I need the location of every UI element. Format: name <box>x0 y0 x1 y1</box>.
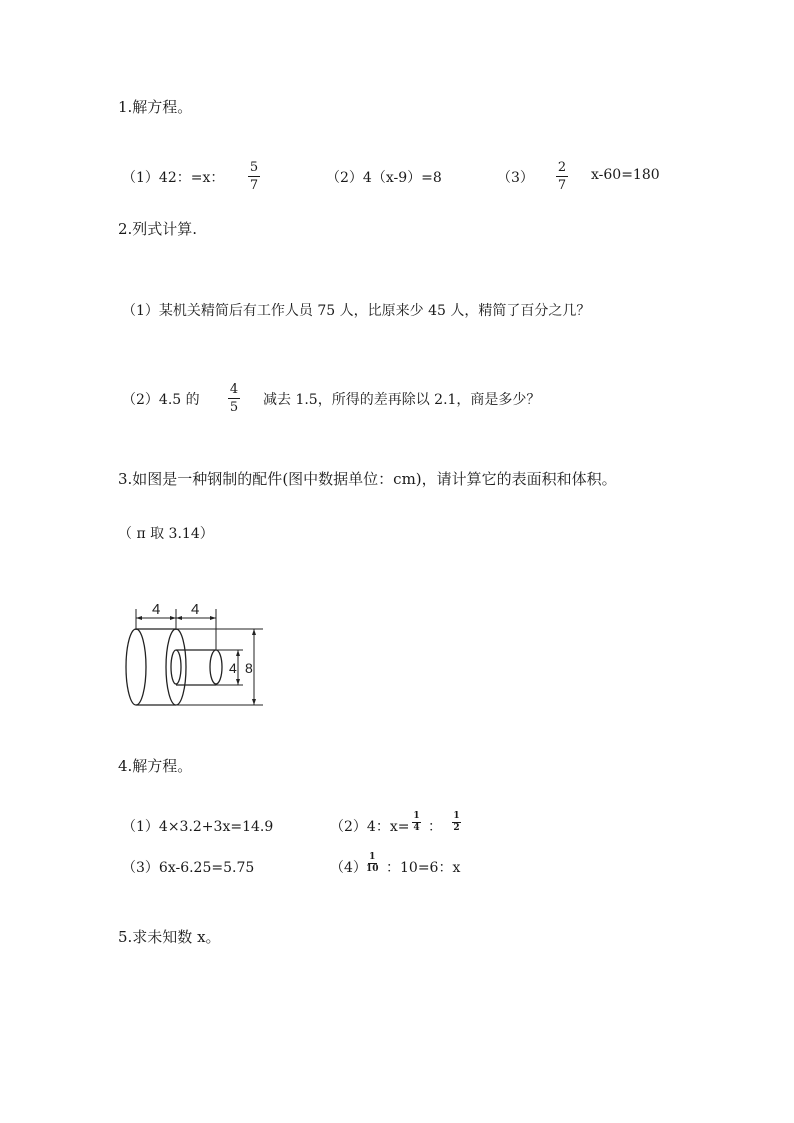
q4-part2-separator: ： <box>428 819 442 835</box>
fraction-denominator: 7 <box>557 178 567 193</box>
steel-part-figure <box>118 597 268 712</box>
q4-part2-fraction-2 <box>452 812 461 833</box>
arrow-icon <box>236 679 240 685</box>
fraction-numerator: 1 <box>413 811 420 821</box>
q3-heading: 3.如图是一种钢制的配件(图中数据单位：cm)，请计算它的表面积和体积。 <box>118 470 617 488</box>
fraction-numerator: 1 <box>453 811 460 821</box>
arrow-icon <box>252 699 256 705</box>
fraction-numerator: 4 <box>229 382 239 397</box>
fraction-numerator: 1 <box>369 852 376 862</box>
fraction-numerator: 5 <box>249 160 259 175</box>
q4-part4-text: ：10=6：x <box>386 860 461 876</box>
label-left-length: 4 <box>152 601 161 618</box>
q5-heading: 5.求未知数 x。 <box>118 928 221 946</box>
q1-part3-label: （3） <box>497 170 534 186</box>
q4-part2-fraction-1 <box>412 812 421 833</box>
fraction-denominator: 4 <box>413 823 420 833</box>
fraction-denominator: 7 <box>249 178 259 193</box>
outer-cylinder-front-face <box>166 629 186 705</box>
q1-part3-fraction <box>556 161 568 192</box>
q1-part1-fraction <box>248 161 260 192</box>
arrow-icon <box>236 650 240 656</box>
label-inner-diameter: 4 <box>229 660 237 676</box>
fraction-denominator: 2 <box>453 823 460 833</box>
q4-part4-fraction <box>366 853 379 874</box>
q1-part2-text: （2）4（x-9）=8 <box>326 170 442 186</box>
arrow-icon <box>210 616 216 620</box>
q3-pi-note: （ π 取 3.14） <box>118 526 214 542</box>
arrow-icon <box>170 616 176 620</box>
q4-part4-label: （4） <box>330 860 367 876</box>
q2-part2-text-a: （2）4.5 的 <box>122 392 200 408</box>
q4-part1-text: （1）4×3.2+3x=14.9 <box>122 819 274 835</box>
q4-part2-text: （2）4：x= <box>330 819 410 835</box>
q4-heading: 4.解方程。 <box>118 757 193 775</box>
label-outer-diameter: 8 <box>245 660 253 676</box>
inner-cylinder-end-face <box>210 650 222 684</box>
arrow-icon <box>252 629 256 635</box>
fraction-bar <box>228 398 240 399</box>
q2-part2-text-b: 减去 1.5，所得的差再除以 2.1，商是多少？ <box>263 392 541 408</box>
q2-heading: 2.列式计算. <box>118 220 198 238</box>
fraction-denominator: 5 <box>229 400 239 415</box>
arrow-icon <box>136 616 142 620</box>
fraction-bar <box>556 176 568 177</box>
label-right-length: 4 <box>191 601 200 618</box>
q2-part2-fraction <box>228 383 240 414</box>
fraction-numerator: 2 <box>557 160 567 175</box>
q1-heading: 1.解方程。 <box>118 98 193 116</box>
outer-cylinder-back-edge <box>126 629 146 705</box>
q1-part3-text: x-60=180 <box>591 167 660 183</box>
q2-part1-text: （1）某机关精简后有工作人员 75 人，比原来少 45 人，精简了百分之几？ <box>122 303 591 319</box>
q4-part3-text: （3）6x-6.25=5.75 <box>122 860 255 876</box>
q1-part1-text: （1）42：=x： <box>122 170 225 186</box>
arrow-icon <box>176 616 182 620</box>
fraction-denominator: 10 <box>366 864 379 874</box>
fraction-bar <box>248 176 260 177</box>
